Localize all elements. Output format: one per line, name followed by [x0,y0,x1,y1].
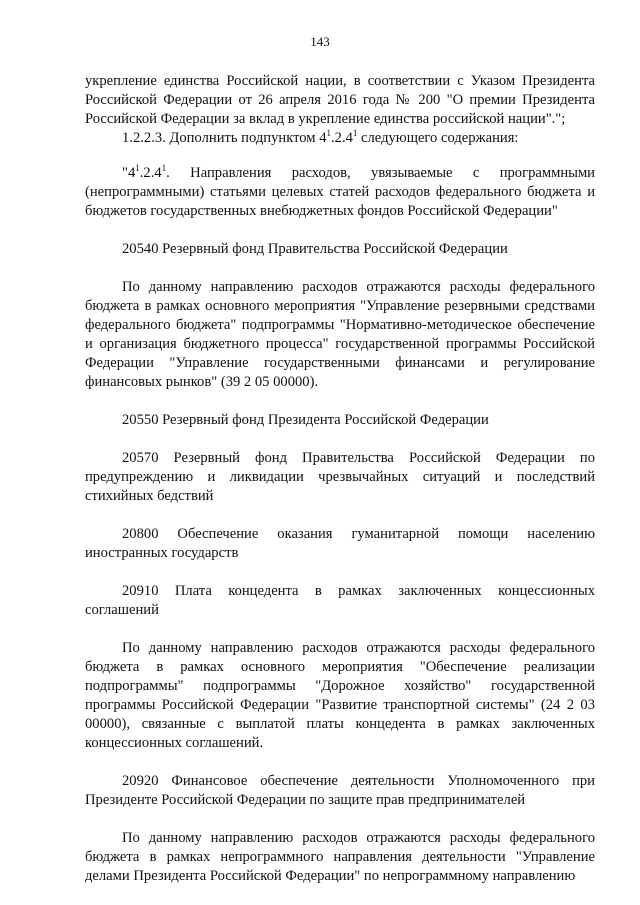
paragraph-description-20920: По данному направлению расходов отражаются расходы федерального бюджета в рамках непрограммного направления деятельности "Управление делами Президента Российской Федерации" по непрограммному направлению [85,830,595,884]
paragraph-item-20550: 20550 Резервный фонд Президента Российской Федерации [122,412,489,428]
paragraph-amendment-instruction [85,129,595,148]
paragraph-item-20540: 20540 Резервный фонд Правительства Российской Федерации [122,241,508,257]
text-fragment: . Направления расходов, увязываемые с программными (непрограммными) статьями целевых статей расходов федерального бюджета и бюджетов государственных внебюджетных фондов Российской Федерации" [85,165,595,219]
paragraph-description-20540: По данному направлению расходов отражаются расходы федерального бюджета в рамках основного мероприятия "Управление резервными средствами федерального бюджета" подпрограммы "Нормативно-методическое обеспечение и организация бюджетного процесса" государственной программы Российской Федерации "Управление государственными финансами и регулирование финансовых рынков" (39 2 05 00000). [85,279,595,390]
text-fragment: .2.4 [331,130,353,146]
text-fragment: "4 [122,165,136,181]
superscript: 1 [352,128,358,138]
paragraph-item-20920: 20920 Финансовое обеспечение деятельности Уполномоченного при Президенте Российской Федерации по защите прав предпринимателей [85,773,595,808]
page-number: 143 [310,34,330,49]
superscript: 1 [135,163,140,173]
paragraph-description-20910: По данному направлению расходов отражаются расходы федерального бюджета в рамках основного мероприятия "Обеспечение реализации подпрограммы" подпрограммы "Дорожное хозяйство" государственной программы Российской Федерации "Развитие транспортной системы" (24 2 03 00000), связанные с выплатой платы концедента в рамках заключенных концессионных соглашений. [85,640,595,751]
text-fragment: 1.2.2.3. Дополнить подпунктом 4 [122,130,327,146]
paragraph-item-20910: 20910 Плата концедента в рамках заключенных концессионных соглашений [85,583,595,618]
text-fragment: следующего содержания: [357,130,519,146]
paragraph-section-heading [85,164,595,221]
document-body [85,72,595,886]
paragraph-item-20570: 20570 Резервный фонд Правительства Российской Федерации по предупреждению и ликвидации чрезвычайных ситуаций и последствий стихийных бедствий [85,450,595,504]
superscript: 1 [326,128,331,138]
superscript: 1 [161,163,167,173]
paragraph-item-20800: 20800 Обеспечение оказания гуманитарной помощи населению иностранных государств [85,526,595,561]
paragraph-decree-reference: укрепление единства Российской нации, в соответствии с Указом Президента Российской Федерации от 26 апреля 2016 года № 200 "О премии Президента Российской Федерации за вклад в укрепление единства российской нации"."; [85,73,595,127]
text-fragment: .2.4 [139,165,162,181]
